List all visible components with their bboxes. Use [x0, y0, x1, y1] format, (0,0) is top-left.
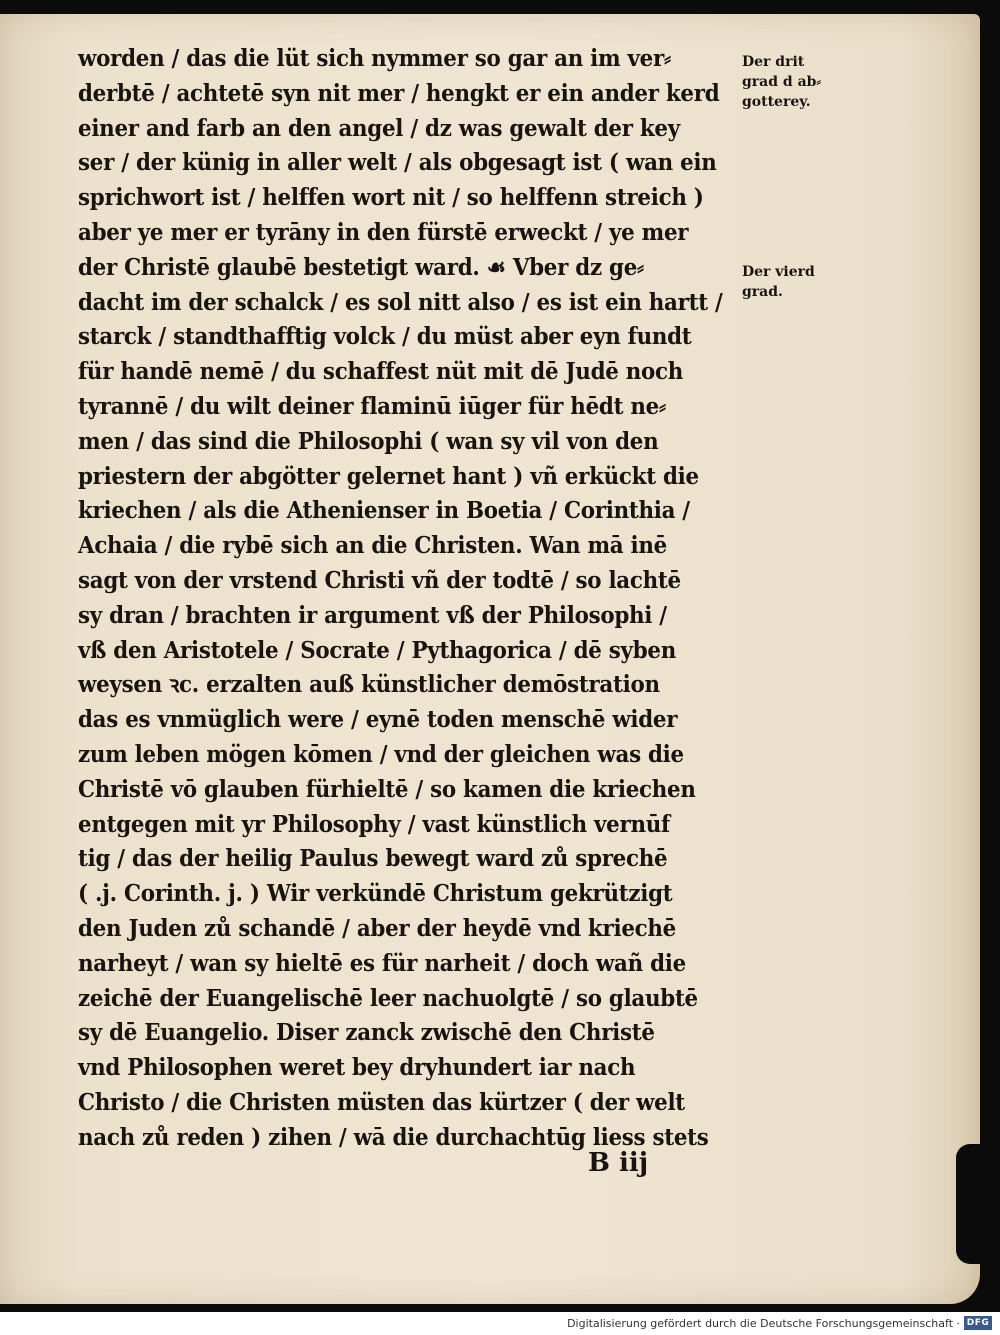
text-line: sy dran / brachten ir argument vß der Philosophi /	[78, 601, 667, 629]
show-through-text	[800, 154, 860, 172]
text-line: worden / das die lüt sich nymmer so gar an im ver⸗	[78, 45, 671, 72]
text-line: Christē vō glauben fürhieltē / so kamen die kriechen	[78, 775, 696, 803]
text-line: vnd Philosophen weret bey dryhundert iar nach	[78, 1054, 636, 1082]
text-line: Christo / die Christen müsten das kürtzer ( der welt	[78, 1088, 685, 1116]
text-line: entgegen mit yr Philosophy / vast künstlich vernūf	[78, 810, 670, 838]
marginal-note-1	[742, 52, 852, 112]
text-line: zum leben mögen kōmen / vnd der gleichen was die	[78, 740, 684, 768]
text-line: tig / das der heilig Paulus bewegt ward zů sprechē	[78, 845, 668, 873]
text-line: sagt von der vrstend Christi vñ der todtē / so lachtē	[78, 566, 681, 594]
text-line: sprichwort ist / helffen wort nit / so helffenn streich )	[78, 184, 704, 212]
marginal-note-line: Der vierd	[742, 264, 815, 280]
marginal-note-line: Der drit	[742, 54, 805, 70]
text-line: derbtē / achtetē syn nit mer / hengkt er ein ander kerd	[78, 79, 720, 107]
dfg-logo: DFG	[964, 1316, 992, 1330]
text-line: ser / der künig in aller welt / als obgesagt ist ( wan ein	[78, 149, 717, 177]
text-line: nach zů reden ) zihen / wā die durchachtūg liess stets	[78, 1123, 709, 1151]
text-line: der Christē glaubē bestetigt ward. ☙ Vber dz ge⸗	[78, 253, 644, 281]
marginal-note-line: grad d ab⸗	[742, 74, 822, 90]
text-line: Achaia / die rybē sich an die Christen. Wan mā inē	[78, 532, 668, 560]
text-line: vß den Aristotele / Socrate / Pythagorica / dē syben	[78, 636, 676, 664]
text-line: tyrannē / du wilt deiner flaminū iūger für hēdt ne⸗	[78, 392, 666, 420]
signature-mark: B iij	[588, 1148, 649, 1178]
text-line: weysen ꝛc. erzalten auß künstlicher demōstration	[78, 671, 660, 699]
text-line: einer and farb an den angel / dz was gewalt der key	[78, 114, 680, 142]
text-line: priestern der abgötter gelernet hant ) vñ erkückt die	[78, 462, 699, 490]
text-line: kriechen / als die Athenienser in Boetia / Corinthia /	[78, 497, 690, 525]
text-line: aber ye mer er tyrāny in den fürstē erweckt / ye mer	[78, 218, 689, 246]
text-line: ( .j. Corinth. j. ) Wir verkündē Christum gekrützigt	[78, 880, 673, 908]
text-line: starck / standthafftig volck / du müst aber eyn fundt	[78, 323, 692, 351]
text-line: den Juden zů schandē / aber der heydē vnd kriechē	[78, 914, 677, 942]
footer-credit: Digitalisierung gefördert durch die Deutsche Forschungsgemeinschaft ·	[567, 1317, 960, 1330]
main-text-block	[78, 42, 758, 1156]
text-line: sy dē Euangelio. Diser zanck zwischē den Christē	[78, 1019, 655, 1047]
marginal-note-line: grad.	[742, 284, 783, 300]
text-line: men / das sind die Philosophi ( wan sy vil von den	[78, 427, 659, 455]
text-line: dacht im der schalck / es sol nitt also / es ist ein hartt /	[78, 288, 723, 316]
marginal-note-line: gotterey.	[742, 94, 811, 110]
text-line: für handē nemē / du schaffest nüt mit dē Judē noch	[78, 358, 684, 386]
marginal-note-2	[742, 262, 852, 302]
text-line: narheyt / wan sy hieltē es für narheit / doch wañ die	[78, 949, 686, 977]
text-line: das es vnmüglich were / eynē toden menschē wider	[78, 706, 678, 734]
text-line: zeichē der Euangelischē leer nachuolgtē / so glaubtē	[78, 984, 698, 1012]
